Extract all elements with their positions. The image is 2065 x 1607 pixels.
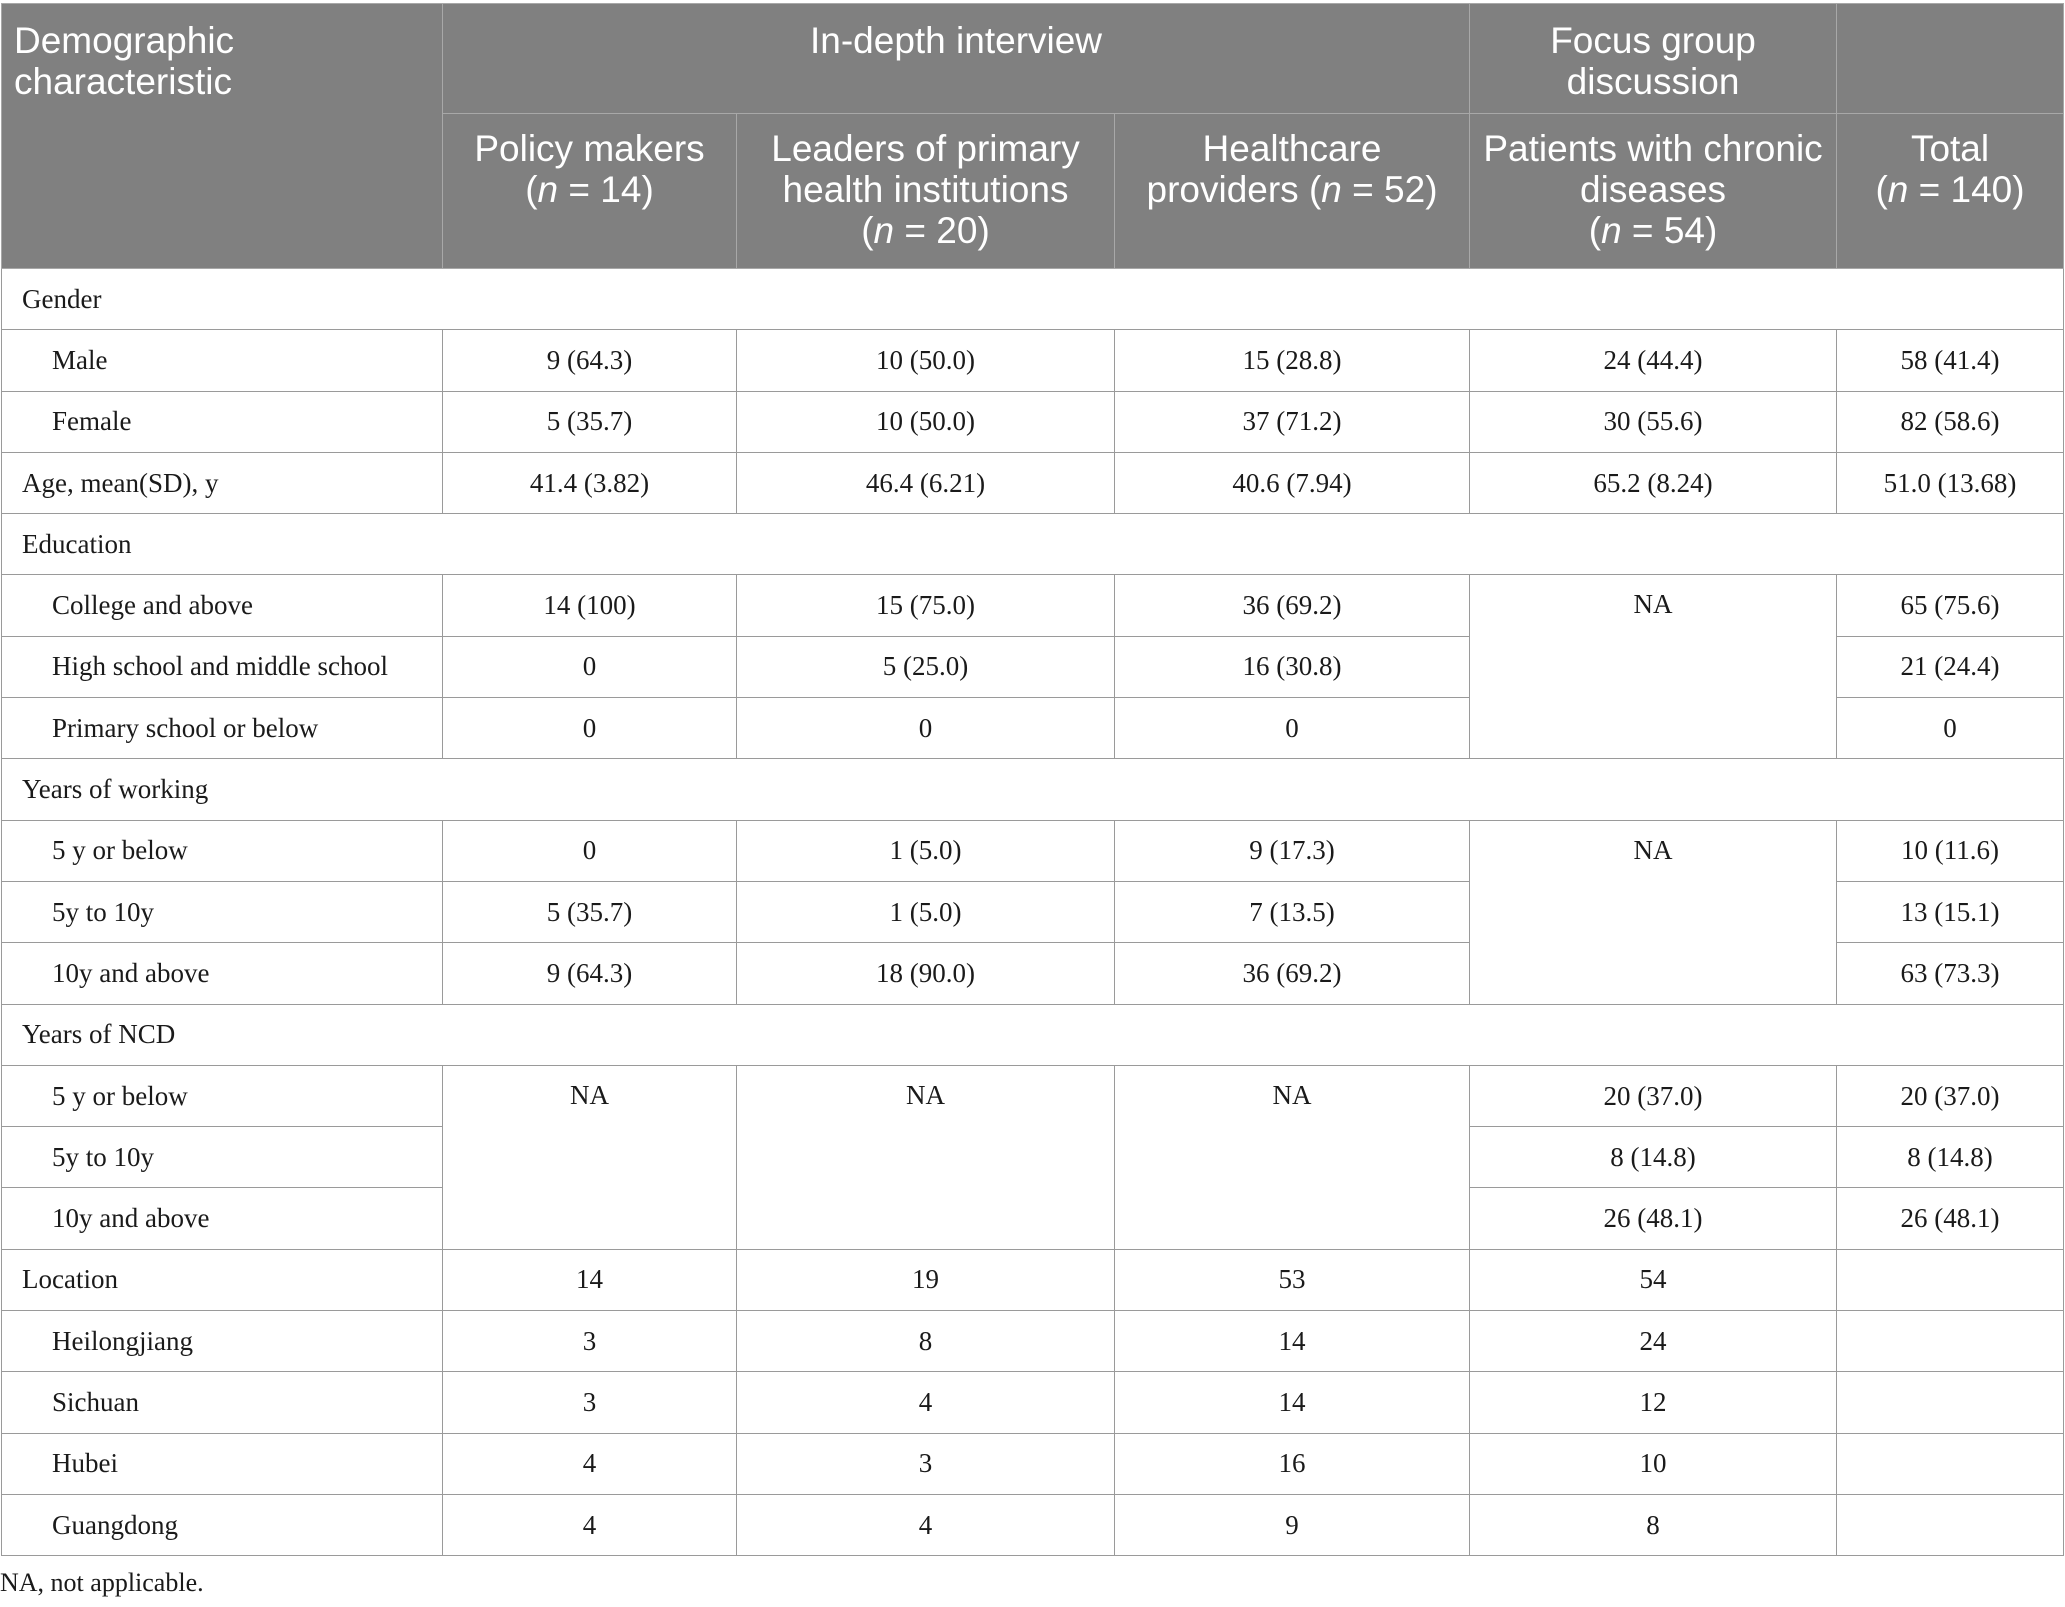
section-row-gender xyxy=(2,269,2064,330)
table-row xyxy=(2,1433,2064,1494)
cell: 8 (14.8) xyxy=(1837,1127,2064,1188)
header-patients-name: Patients with chronic diseases xyxy=(1483,128,1823,210)
header-policy-makers-name: Policy makers xyxy=(474,128,705,169)
table-row xyxy=(2,1494,2064,1555)
cell: 0 xyxy=(443,820,737,881)
cell xyxy=(1837,1494,2064,1555)
cell: 26 (48.1) xyxy=(1837,1188,2064,1249)
header-total xyxy=(1837,114,2064,269)
row-label: Primary school or below xyxy=(2,698,443,759)
row-label: Male xyxy=(2,330,443,391)
table-row xyxy=(2,330,2064,391)
cell: 4 xyxy=(737,1494,1115,1555)
cell: 16 xyxy=(1115,1433,1470,1494)
row-label: Sichuan xyxy=(2,1372,443,1433)
cell: 0 xyxy=(1837,698,2064,759)
cell: 54 xyxy=(1470,1249,1837,1310)
cell: 10 (50.0) xyxy=(737,330,1115,391)
header-total-n: (n = 140) xyxy=(1875,169,2025,210)
header-leaders-name: Leaders of primary health institutions xyxy=(771,128,1080,210)
cell: 18 (90.0) xyxy=(737,943,1115,1004)
cell: 36 (69.2) xyxy=(1115,943,1470,1004)
cell: 7 (13.5) xyxy=(1115,881,1470,942)
table-row xyxy=(2,1065,2064,1126)
row-label: 10y and above xyxy=(2,1188,443,1249)
section-gender: Gender xyxy=(2,269,2064,330)
section-years-of-ncd: Years of NCD xyxy=(2,1004,2064,1065)
header-providers-name: Healthcare providers xyxy=(1146,128,1382,210)
cell: 8 xyxy=(1470,1494,1837,1555)
demographics-table xyxy=(1,3,2064,1556)
row-label: 5 y or below xyxy=(2,820,443,881)
cell: 0 xyxy=(443,698,737,759)
row-label: 10y and above xyxy=(2,943,443,1004)
cell: 0 xyxy=(443,636,737,697)
table-row xyxy=(2,391,2064,452)
cell: 0 xyxy=(737,698,1115,759)
cell: 10 xyxy=(1470,1433,1837,1494)
cell: 19 xyxy=(737,1249,1115,1310)
cell: 10 (50.0) xyxy=(737,391,1115,452)
row-label: Location xyxy=(2,1249,443,1310)
section-years-of-working: Years of working xyxy=(2,759,2064,820)
row-label: Female xyxy=(2,391,443,452)
header-in-depth-interview: In-depth interview xyxy=(443,4,1470,114)
cell: 0 xyxy=(1115,698,1470,759)
table-row xyxy=(2,1372,2064,1433)
header-leaders-n: (n = 20) xyxy=(861,210,990,251)
header-leaders xyxy=(737,114,1115,269)
table-row xyxy=(2,1249,2064,1310)
row-label: High school and middle school xyxy=(2,636,443,697)
table-row xyxy=(2,1311,2064,1372)
cell: 15 (28.8) xyxy=(1115,330,1470,391)
row-label: Heilongjiang xyxy=(2,1311,443,1372)
cell: 37 (71.2) xyxy=(1115,391,1470,452)
header-total-name: Total xyxy=(1910,128,1990,169)
header-providers xyxy=(1115,114,1470,269)
cell: 4 xyxy=(737,1372,1115,1433)
header-focus-group: Focus group discussion xyxy=(1470,4,1837,114)
cell: 63 (73.3) xyxy=(1837,943,2064,1004)
header-policy-makers-n: (n = 14) xyxy=(525,169,654,210)
row-label: College and above xyxy=(2,575,443,636)
cell: 16 (30.8) xyxy=(1115,636,1470,697)
cell-na-merged: NA xyxy=(737,1065,1115,1249)
cell xyxy=(1837,1433,2064,1494)
cell: 41.4 (3.82) xyxy=(443,452,737,513)
cell: 4 xyxy=(443,1494,737,1555)
table-footnote: NA, not applicable. xyxy=(0,1568,204,1597)
row-label: Age, mean(SD), y xyxy=(2,452,443,513)
cell-na-merged: NA xyxy=(1470,575,1837,759)
cell: 65.2 (8.24) xyxy=(1470,452,1837,513)
cell: 10 (11.6) xyxy=(1837,820,2064,881)
cell: 1 (5.0) xyxy=(737,820,1115,881)
cell: 82 (58.6) xyxy=(1837,391,2064,452)
cell: 30 (55.6) xyxy=(1470,391,1837,452)
cell: 8 (14.8) xyxy=(1470,1127,1837,1188)
cell: 53 xyxy=(1115,1249,1470,1310)
cell xyxy=(1837,1311,2064,1372)
cell: 24 (44.4) xyxy=(1470,330,1837,391)
cell-na-merged: NA xyxy=(1470,820,1837,1004)
section-row-ncd xyxy=(2,1004,2064,1065)
section-education: Education xyxy=(2,514,2064,575)
cell: 9 (17.3) xyxy=(1115,820,1470,881)
row-label: 5y to 10y xyxy=(2,1127,443,1188)
section-row-working xyxy=(2,759,2064,820)
table-row xyxy=(2,452,2064,513)
header-characteristic: Demographic characteristic xyxy=(2,4,443,269)
cell: 15 (75.0) xyxy=(737,575,1115,636)
cell: 8 xyxy=(737,1311,1115,1372)
cell: 24 xyxy=(1470,1311,1837,1372)
cell: 5 (35.7) xyxy=(443,391,737,452)
cell: 3 xyxy=(737,1433,1115,1494)
header-row-groups xyxy=(2,4,2064,114)
cell: 13 (15.1) xyxy=(1837,881,2064,942)
cell: 20 (37.0) xyxy=(1470,1065,1837,1126)
table-row xyxy=(2,575,2064,636)
cell: 58 (41.4) xyxy=(1837,330,2064,391)
cell: 46.4 (6.21) xyxy=(737,452,1115,513)
header-policy-makers xyxy=(443,114,737,269)
header-providers-n: (n = 52) xyxy=(1308,169,1438,210)
row-label: Hubei xyxy=(2,1433,443,1494)
table-row xyxy=(2,820,2064,881)
cell: 5 (35.7) xyxy=(443,881,737,942)
cell: 14 (100) xyxy=(443,575,737,636)
cell-na-merged: NA xyxy=(443,1065,737,1249)
cell: 36 (69.2) xyxy=(1115,575,1470,636)
header-patients xyxy=(1470,114,1837,269)
cell: 9 (64.3) xyxy=(443,943,737,1004)
cell-na-merged: NA xyxy=(1115,1065,1470,1249)
cell: 3 xyxy=(443,1311,737,1372)
cell: 1 (5.0) xyxy=(737,881,1115,942)
cell: 14 xyxy=(1115,1372,1470,1433)
cell: 9 xyxy=(1115,1494,1470,1555)
cell xyxy=(1837,1372,2064,1433)
cell: 5 (25.0) xyxy=(737,636,1115,697)
cell: 14 xyxy=(1115,1311,1470,1372)
cell xyxy=(1837,1249,2064,1310)
row-label: 5 y or below xyxy=(2,1065,443,1126)
cell: 12 xyxy=(1470,1372,1837,1433)
cell: 21 (24.4) xyxy=(1837,636,2064,697)
cell: 14 xyxy=(443,1249,737,1310)
header-patients-n: (n = 54) xyxy=(1588,210,1718,251)
cell: 26 (48.1) xyxy=(1470,1188,1837,1249)
cell: 40.6 (7.94) xyxy=(1115,452,1470,513)
cell: 3 xyxy=(443,1372,737,1433)
cell: 20 (37.0) xyxy=(1837,1065,2064,1126)
section-row-education xyxy=(2,514,2064,575)
cell: 9 (64.3) xyxy=(443,330,737,391)
cell: 51.0 (13.68) xyxy=(1837,452,2064,513)
row-label: 5y to 10y xyxy=(2,881,443,942)
header-empty xyxy=(1837,4,2064,114)
row-label: Guangdong xyxy=(2,1494,443,1555)
cell: 65 (75.6) xyxy=(1837,575,2064,636)
cell: 4 xyxy=(443,1433,737,1494)
